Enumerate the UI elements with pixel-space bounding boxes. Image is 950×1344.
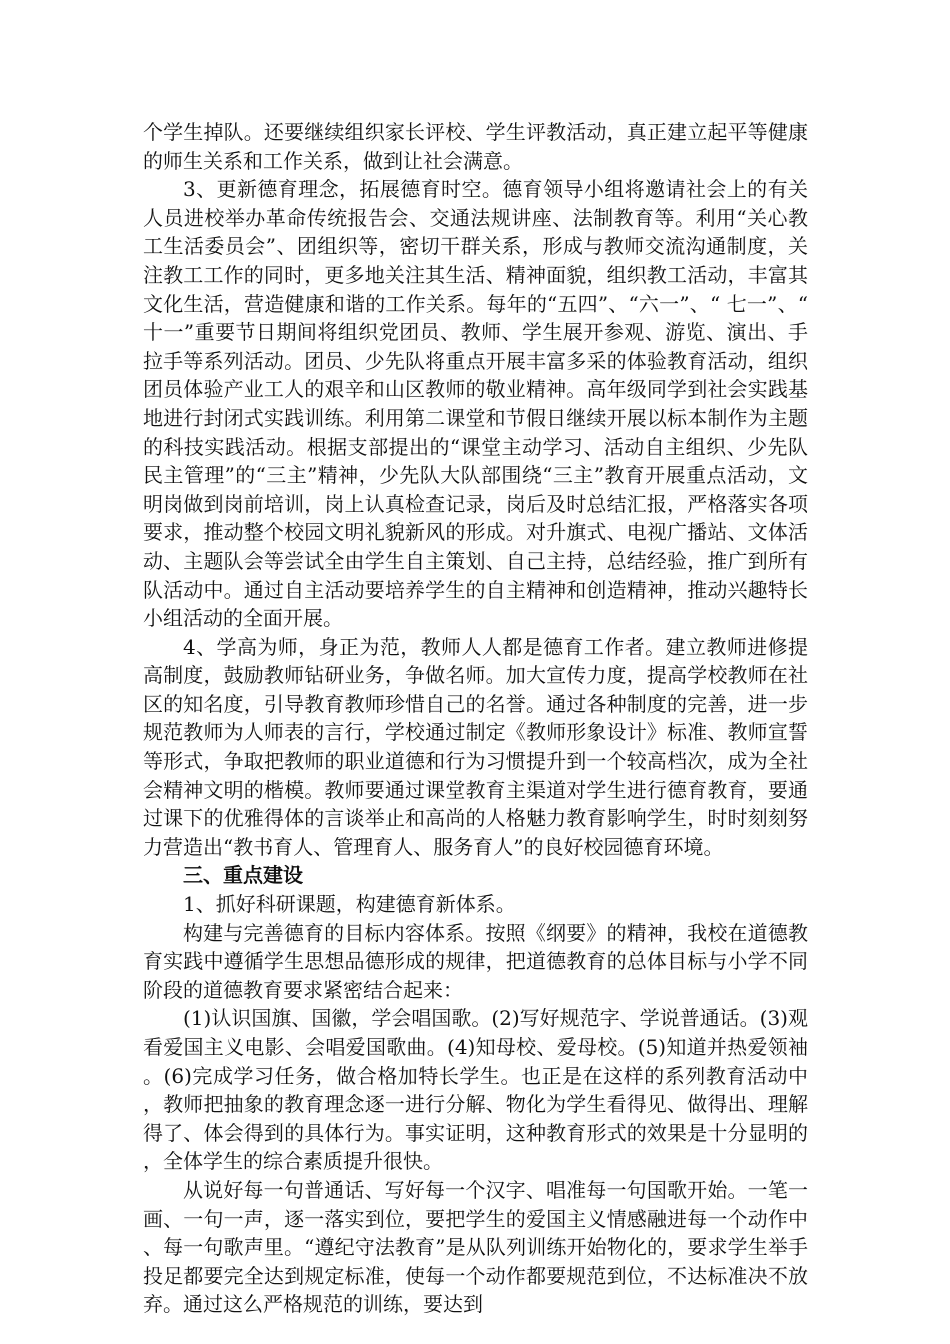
paragraph-numbered-list: (1)认识国旗、国徽，学会唱国歌。(2)写好规范字、学说普通话。(3)观看爱国主义电影、会唱爱国歌曲。(4)知母校、爱母校。(5)知道并热爱领袖。(6)完成学习任务，做合格加特长学生。也正是在这样的系列教育活动中，教师把抽象的教育理念逐一进行分解、物化为学生看得见、做得出、理解得了、体会得到的具体行为。事实证明，这种教育形式的效果是十分显明的，全体学生的综合素质提升很快。 xyxy=(143,1006,808,1174)
paragraph-subheading-1: 1、抓好科研课题，构建德育新体系。 xyxy=(183,892,516,917)
section-heading: 三、重点建设 xyxy=(183,863,303,888)
paragraph-item-3: 3、更新德育理念，拓展德育时空。德育领导小组将邀请社会上的有关人员进校举办革命传统报告会、交通法规讲座、法制教育等。利用“关心教工生活委员会”、团组织等，密切干群关系，形成与教师交流沟通制度，关注教工工作的同时，更多地关注其生活、精神面貌，组织教工活动，丰富其文化生活，营造健康和谐的工作关系。每年的“五四”、“六一”、“ 七一”、“十一”重要节日期间将组织党团员、教师、学生展开参观、游览、演出、手拉手等系列活动。团员、少先队将重点开展丰富多采的体验教育活动，组织团员体验产业工人的艰辛和山区教师的敬业精神。高年级同学到社会实践基地进行封闭式实践训练。利用第二课堂和节假日继续开展以标本制作为主题的科技实践活动。根据支部提出的“课堂主动学习、活动自主组织、少先队民主管理”的“三主”精神，少先队大队部围绕“三主”教育开展重点活动，文明岗做到岗前培训，岗上认真检查记录，岗后及时总结汇报，严格落实各项要求，推动整个校园文明礼貌新风的形成。对升旗式、电视广播站、文体活动、主题队会等尝试全由学生自主策划、自己主持，总结经验，推广到所有队活动中。通过自主活动要培养学生的自主精神和创造精神，推动兴趣特长小组活动的全面开展。 xyxy=(143,177,808,631)
paragraph-goal-system: 构建与完善德育的目标内容体系。按照《纲要》的精神，我校在道德教育实践中遵循学生思想品德形成的规律，把道德教育的总体目标与小学不同阶段的道德教育要求紧密结合起来： xyxy=(143,920,808,1002)
paragraph-practice: 从说好每一句普通话、写好每一个汉字、唱准每一句国歌开始。一笔一画、一句一声，逐一落实到位，要把学生的爱国主义情感融进每一个动作中、每一句歌声里。“遵纪守法教育”是从队列训练开始物化的，要求学生举手投足都要完全达到规定标准，使每一个动作都要规范到位，不达标准决不放弃。通过这么严格规范的训练，要达到 xyxy=(143,1177,808,1317)
paragraph-item-4: 4、学高为师，身正为范，教师人人都是德育工作者。建立教师进修提高制度，鼓励教师钻研业务，争做名师。加大宣传力度，提高学校教师在社区的知名度，引导教育教师珍惜自己的名誉。通过各种制度的完善，进一步规范教师为人师表的言行，学校通过制定《教师形象设计》标准、教师宣誓等形式，争取把教师的职业道德和行为习惯提升到一个较高档次，成为全社会精神文明的楷模。教师要通过课堂教育主渠道对学生进行德育教育，要通过课下的优雅得体的言谈举止和高尚的人格魅力教育影响学生，时时刻刻努力营造出“教书育人、管理育人、服务育人”的良好校园德育环境。 xyxy=(143,634,808,859)
document-body xyxy=(143,118,808,1319)
paragraph-continuation: 个学生掉队。还要继续组织家长评校、学生评教活动，真正建立起平等健康的师生关系和工作关系，做到让社会满意。 xyxy=(143,120,808,173)
